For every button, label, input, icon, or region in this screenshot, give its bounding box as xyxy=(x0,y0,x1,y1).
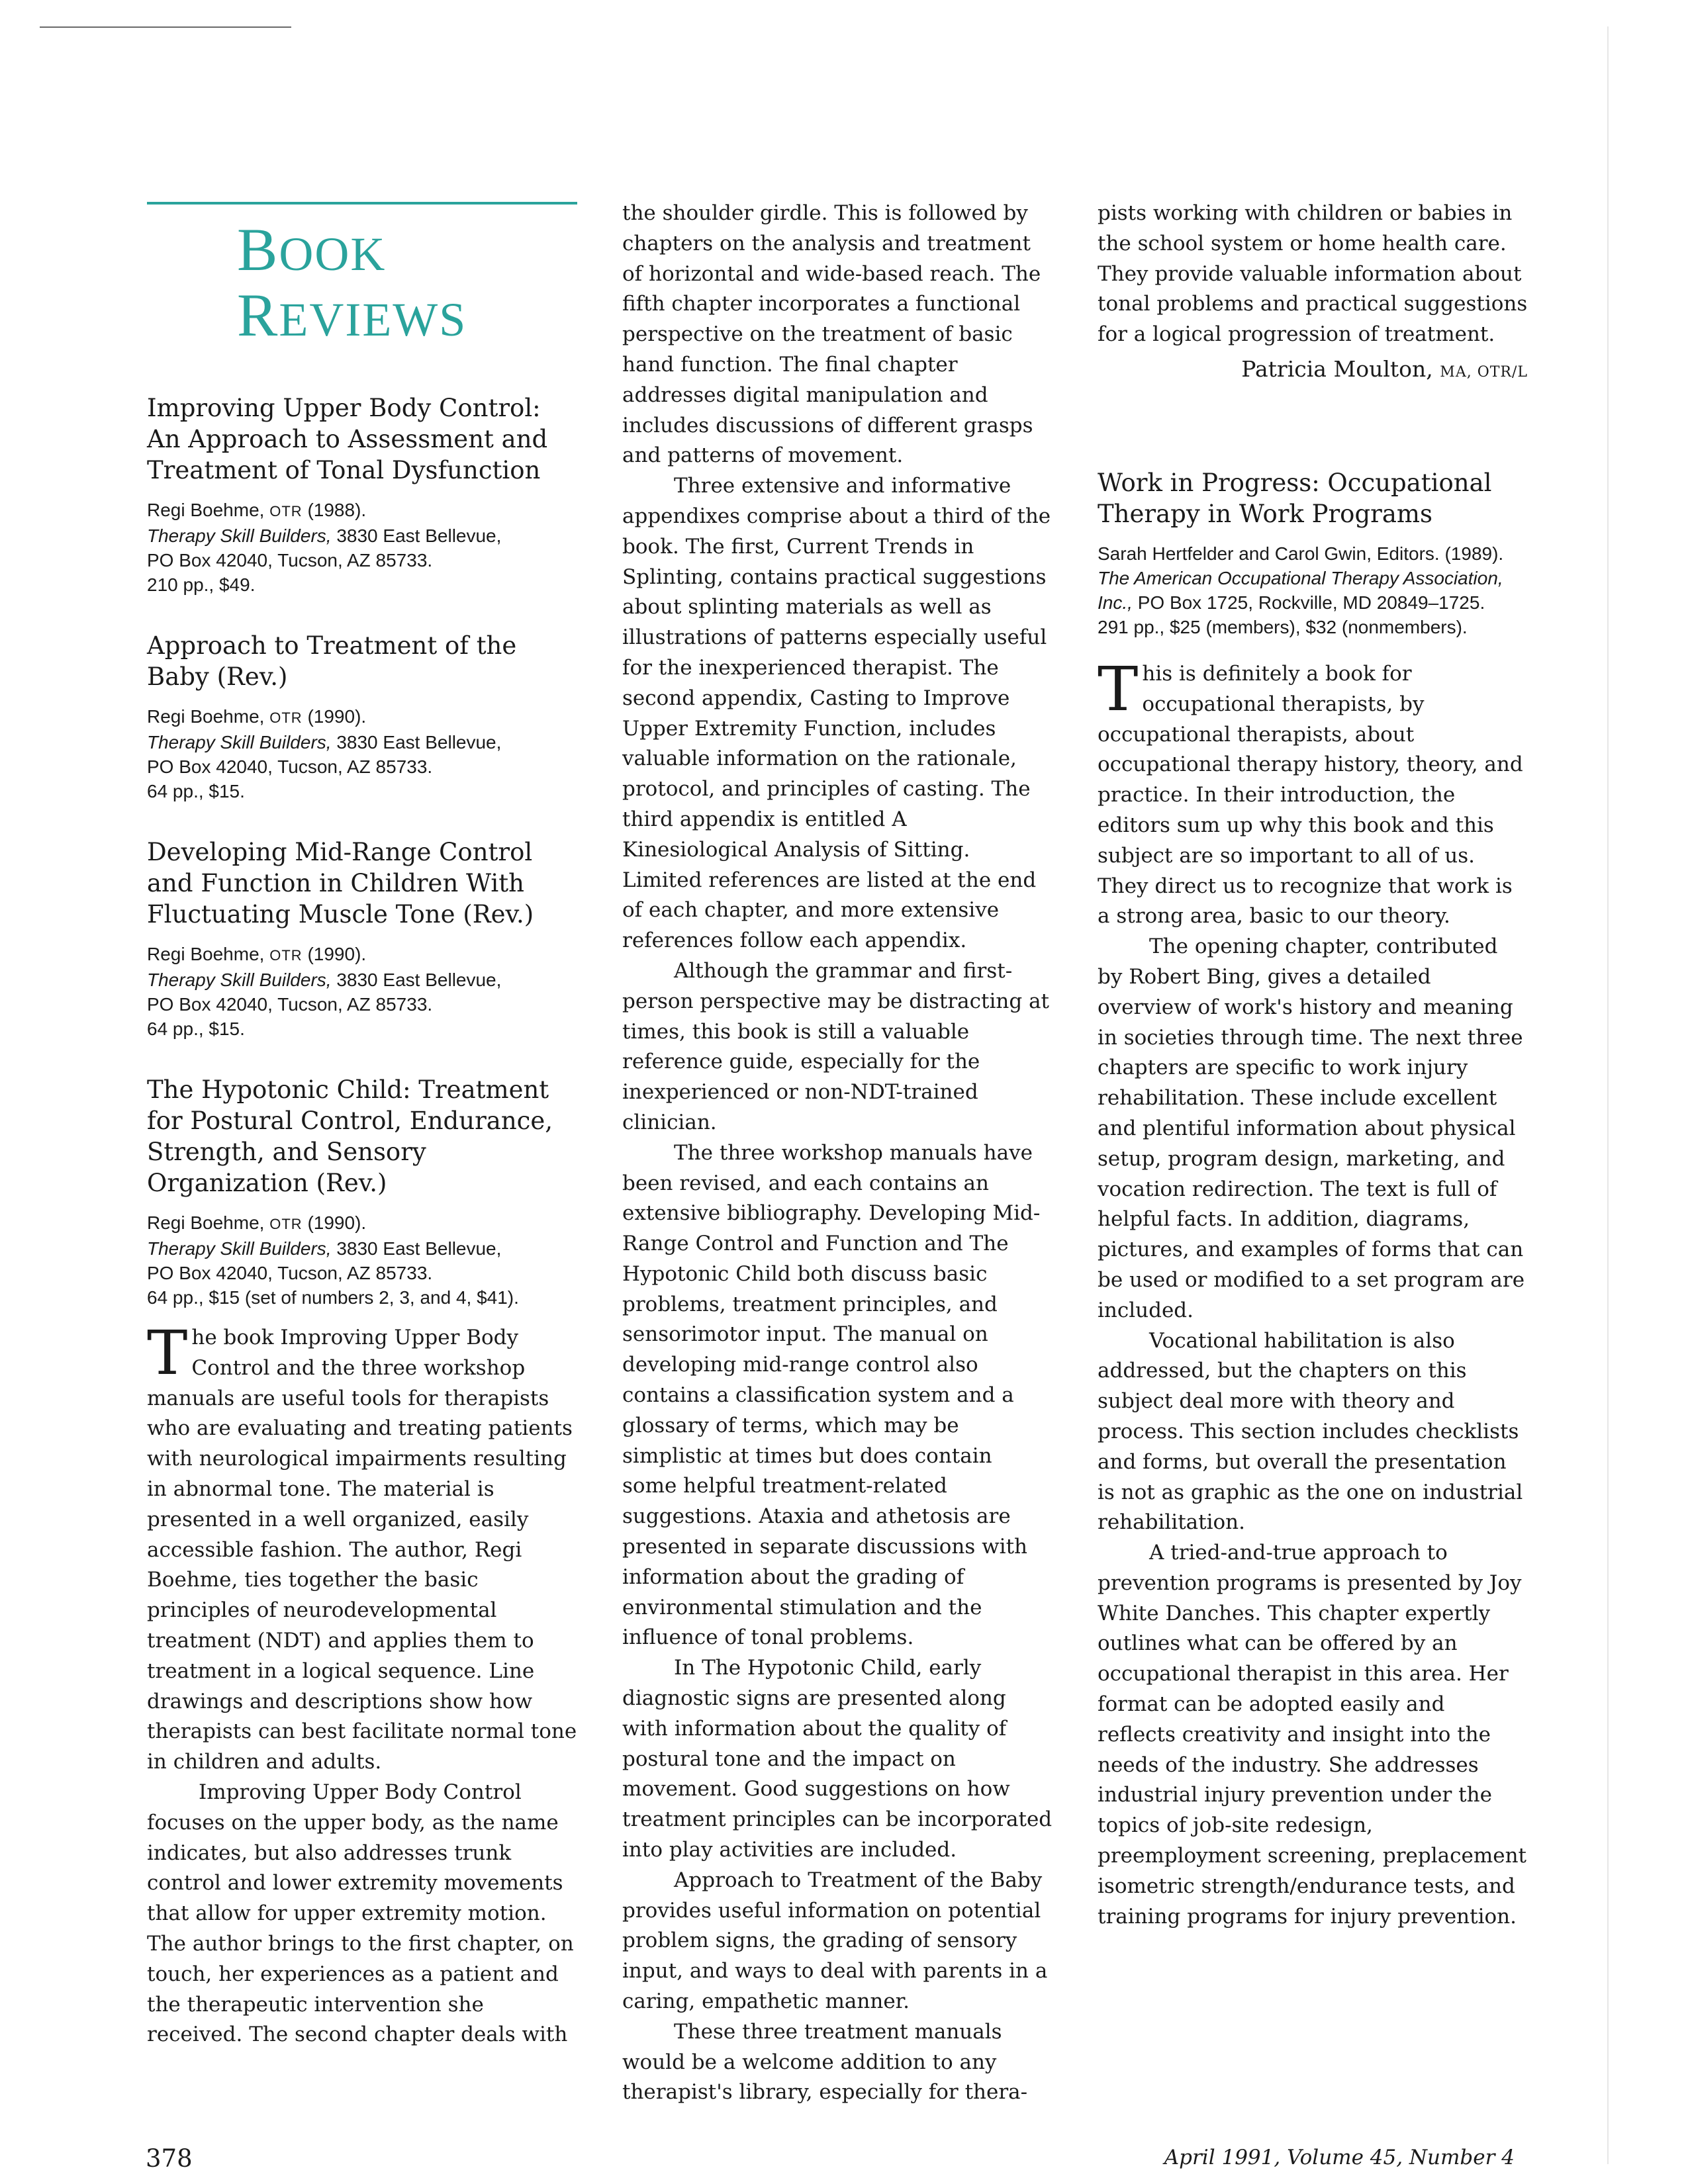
book-address2: PO Box 42040, Tucson, AZ 85733. xyxy=(147,550,433,570)
book-publisher: Therapy Skill Builders, xyxy=(147,1238,332,1259)
issue-info: April 1991, Volume 45, Number 4 xyxy=(1164,2146,1515,2169)
book-entry-2 xyxy=(147,630,577,803)
book-title: Improving Upper Body Control: An Approach to Assessment and Treatment of Tonal Dysfunction xyxy=(147,394,548,484)
title-rest-ook: OOK xyxy=(279,228,387,281)
book-details: 210 pp., $49. xyxy=(147,574,256,595)
review-paragraph: A tried-and-true approach to prevention programs is presented by Joy White Danches. This chapter expertly outlines what can be offered by an occupational therapist in this area. Her format can be adopted easily and reflects creativity and insight into the needs of the industry. She addresses industrial injury prevention under the topics of job-site redesign, preemployment screening, preplacement isometric strength/endurance tests, and training programs for injury prevention. xyxy=(1098,1541,1527,1929)
review-text: he book Improving Upper Body Control and the three workshop manuals are useful tools for therapists who are evaluating and treating patients with neurological impairments resulting in abnormal tone. The material is presented in a well organized, easily accessible fashion. The author, Regi Boehme, ties together the basic principles of neurodevelopmental treatment (NDT) and applies them to treatment in a logical sequence. Line drawings and descriptions show how therapists can best facilitate normal tone in children and adults. xyxy=(147,1326,577,1774)
review-paragraph: Vocational habilitation is also addressed, but the chapters on this subject deal more with theory and process. This section includes checklists and forms, but overall the presentation is not as graphic as the one on industrial rehabilitation. xyxy=(1098,1328,1523,1535)
review-paragraph: Three extensive and informative appendixes comprise about a third of the book. The first, Current Trends in Splinting, contains practical suggestions about splinting materials as well as illustrations of patterns especially useful for the inexperienced therapist. The second appendix, Casting to Improve Upper Extremity Function, includes valuable information on the rationale, protocol, and principles of casting. The third appendix is entitled A Kinesiological Analysis of Sitting. Limited references are listed at the end of each chapter, and more extensive references follow each appendix. xyxy=(622,474,1051,953)
book-credential: OTR xyxy=(269,503,303,520)
book-address1: 3830 East Bellevue, xyxy=(336,525,502,546)
book-details: 291 pp., $25 (members), $32 (nonmembers). xyxy=(1098,616,1468,637)
book-address2: PO Box 42040, Tucson, AZ 85733. xyxy=(147,1263,433,1283)
book-year: (1988). xyxy=(307,500,367,520)
review-paragraph: In The Hypotonic Child, early diagnostic signs are presented along with information about the quality of postural tone and the impact on movement. Good suggestions on how treatment principles can be incorporated into play activities are included. xyxy=(622,1656,1053,1862)
book-credential: OTR xyxy=(269,709,303,726)
page-number: 378 xyxy=(146,2144,193,2173)
title-initial-r: R xyxy=(237,281,279,349)
review-text: his is definitely a book for occupational therapists, by occupational therapists, about occupational therapy history, theory, and practice. In their introduction, the editors sum up why this book and this subject are so important to all of us. They direct us to recognize that work is a strong area, basic to our theory. xyxy=(1098,661,1523,929)
book-author: Regi Boehme, xyxy=(147,706,265,727)
review-paragraph: The opening chapter, contributed by Robert Bing, gives a detailed overview of work's history and meaning in societies through time. The next three chapters are specific to work injury rehabilitation. These include excellent and plentiful information about physical setup, program design, marketing, and vocation redirection. The text is full of helpful facts. In addition, diagrams, pictures, and examples of forms that can be used or modified to a set program are included. xyxy=(1098,934,1525,1322)
book-address1: 3830 East Bellevue, xyxy=(336,970,502,990)
section-title xyxy=(147,216,577,350)
book-credential: OTR xyxy=(269,1216,303,1232)
book-title: The Hypotonic Child: Treatment for Postural Control, Endurance, Strength, and Sensory Organization (Rev.) xyxy=(147,1075,553,1197)
book-year: (1990). xyxy=(307,944,367,964)
book-info xyxy=(147,1210,577,1310)
book-year: (1989). xyxy=(1444,543,1504,564)
book-details: 64 pp., $15. xyxy=(147,1019,245,1039)
book-title: Developing Mid-Range Control and Function in Children With Fluctuating Muscle Tone (Rev.) xyxy=(147,838,534,929)
column-2 xyxy=(622,199,1053,2108)
book-entry-3 xyxy=(147,837,577,1041)
book-year: (1990). xyxy=(307,706,367,727)
column-1 xyxy=(147,202,577,2050)
book-publisher: Therapy Skill Builders, xyxy=(147,525,332,546)
column-3 xyxy=(1098,199,1528,1932)
drop-cap: T xyxy=(147,1318,188,1388)
book-publisher: Therapy Skill Builders, xyxy=(147,732,332,752)
review-paragraph: The three workshop manuals have been revised, and each contains an extensive bibliography. Developing Mid-Range Control and Function and The Hypotonic Child both discuss basic problems, treatment principles, and sensorimotor input. The manual on developing mid-range control also contains a classification system and a glossary of terms, which may be simplistic at times but does contain some helpful treatment-related suggestions. Ataxia and athetosis are presented in separate discussions with information about the grading of environmental stimulation and the influence of tonal problems. xyxy=(622,1140,1041,1650)
book-credential: OTR xyxy=(269,947,303,964)
book-entry-1 xyxy=(147,392,577,597)
review-paragraph: pists working with children or babies in the school system or home health care. They provide valuable information about tonal problems and practical suggestions for a logical progression of treatment. xyxy=(1098,201,1528,347)
review-1-body xyxy=(147,1318,577,2050)
book-editors: Sarah Hertfelder and Carol Gwin, Editors. xyxy=(1098,543,1440,564)
review-paragraph: Improving Upper Body Control focuses on the upper body, as the name indicates, but also addresses trunk control and lower extremity movements that allow for upper extremity motion. The author brings to the first chapter, on touch, her experiences as a patient and the therapeutic intervention she received. The second chapter deals with xyxy=(147,1780,574,2047)
book-entry-5 xyxy=(1098,467,1528,639)
review-paragraph xyxy=(1098,653,1528,932)
book-info xyxy=(147,942,577,1041)
section-rule xyxy=(147,202,577,205)
review-paragraph: Approach to Treatment of the Baby provides useful information on potential problem signs, the grading of sensory input, and ways to deal with parents in a caring, empathetic manner. xyxy=(622,1868,1048,2014)
page-edge-line xyxy=(1607,26,1609,2164)
top-scan-rule xyxy=(40,26,291,28)
reviewer-credential: MA, OTR/L xyxy=(1440,363,1528,381)
book-details: 64 pp., $15 (set of numbers 2, 3, and 4, $41). xyxy=(147,1287,519,1308)
book-author: Regi Boehme, xyxy=(147,944,265,964)
book-address: PO Box 1725, Rockville, MD 20849–1725. xyxy=(1137,592,1485,613)
book-address2: PO Box 42040, Tucson, AZ 85733. xyxy=(147,994,433,1015)
review-paragraph: These three treatment manuals would be a welcome addition to any therapist's library, especially for thera- xyxy=(622,2019,1028,2105)
book-address2: PO Box 42040, Tucson, AZ 85733. xyxy=(147,756,433,777)
reviewer-signature xyxy=(1098,354,1528,388)
book-year: (1990). xyxy=(307,1212,367,1233)
book-address1: 3830 East Bellevue, xyxy=(336,1238,502,1259)
book-info xyxy=(1098,541,1528,639)
review-paragraph: the shoulder girdle. This is followed by chapters on the analysis and treatment of horizontal and wide-based reach. The fifth chapter incorporates a functional perspective on the treatment of basic hand function. The final chapter addresses digital manipulation and includes discussions of different grasps and patterns of movement. xyxy=(622,201,1041,468)
reviewer-name: Patricia Moulton, xyxy=(1241,355,1433,382)
book-info xyxy=(147,704,577,803)
book-title: Approach to Treatment of the Baby (Rev.) xyxy=(147,631,517,691)
book-author: Regi Boehme, xyxy=(147,1212,265,1233)
review-2-body xyxy=(1098,653,1528,1932)
book-entry-4 xyxy=(147,1074,577,1310)
book-details: 64 pp., $15. xyxy=(147,781,245,801)
book-title: Work in Progress: Occupational Therapy in Work Programs xyxy=(1098,468,1492,528)
review-paragraph: Although the grammar and first-person perspective may be distracting at times, this book is still a valuable reference guide, especially for the inexperienced or non-NDT-trained clinician. xyxy=(622,958,1050,1134)
title-initial-b: B xyxy=(237,216,279,283)
book-info xyxy=(147,498,577,597)
drop-cap: T xyxy=(1098,653,1139,725)
review-paragraph xyxy=(147,1318,577,1778)
book-publisher: The American Occupational Therapy Association, Inc., xyxy=(1098,567,1503,613)
book-publisher: Therapy Skill Builders, xyxy=(147,970,332,990)
title-rest-eviews: EVIEWS xyxy=(279,293,467,346)
book-address1: 3830 East Bellevue, xyxy=(336,732,502,752)
book-author: Regi Boehme, xyxy=(147,500,265,520)
